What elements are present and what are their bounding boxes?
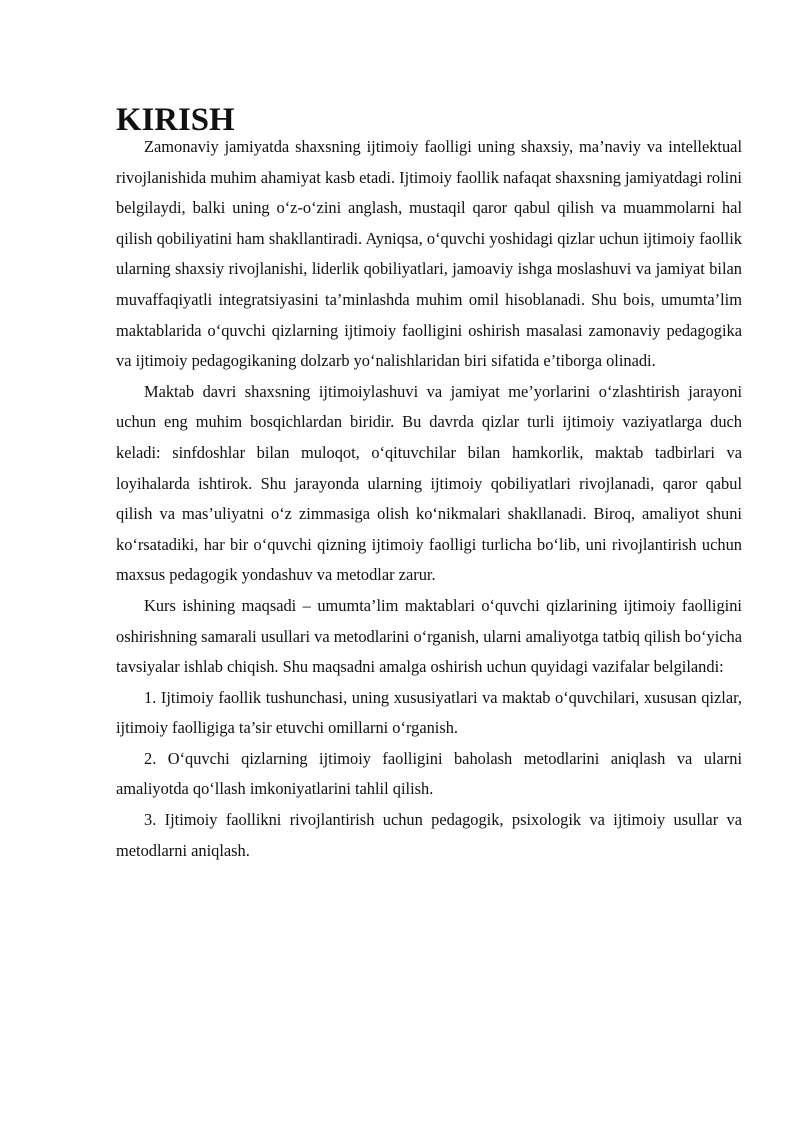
task-item-1: 1. Ijtimoiy faollik tushunchasi, uning xususiyatlari va maktab o‘quvchilari, xususan qizlar, ijtimoiy faolligiga ta’sir etuvchi omillarni o‘rganish. bbox=[116, 687, 742, 738]
task-item-3: 3. Ijtimoiy faollikni rivojlantirish uchun pedagogik, psixologik va ijtimoiy usullar va metodlarni aniqlash. bbox=[116, 810, 742, 860]
purpose-paragraph: Kurs ishining maqsadi – umumta’lim maktablari o‘quvchi qizlarining ijtimoiy faolligini oshirishning samarali usullari va metodlarini o‘rganish, ularni amaliyotga tatbiq qilish bo‘yicha tavsiyalar ishlab chiqish. Shu maqsadni amalga oshirish uchun quyidagi vazifalar belgilandi: bbox=[116, 595, 742, 677]
task-item-2: 2. O‘quvchi qizlarning ijtimoiy faolligini baholash metodlarini aniqlash va ularni amaliyotda qo‘llash imkoniyatlarini tahlil qilish. bbox=[116, 748, 742, 799]
intro-paragraph-2: Maktab davri shaxsning ijtimoiylashuvi va jamiyat me’yorlarini o‘zlashtirish jarayoni uchun eng muhim bosqichlardan biridir. Bu davrda qizlar turli ijtimoiy vaziyatlarga duch keladi: sinfdoshlar bilan muloqot, o‘qituvchilar bilan hamkorlik, maktab tadbirlari va loyihalarda ishtirok. Shu jarayonda ularning ijtimoiy qobiliyatlari rivojlanadi, qaror qabul qilish va mas’uliyatni o‘z zimmasiga olish ko‘nikmalari shakllanadi. Biroq, amaliyot shuni ko‘rsatadiki, har bir o‘quvchi qizning ijtimoiy faolligi turlicha bo‘lib, uni rivojlantirish uchun maxsus pedagogik yondashuv va metodlar zarur. bbox=[116, 381, 742, 585]
section-heading: KIRISH bbox=[116, 102, 235, 138]
intro-paragraph-1: Zamonaviy jamiyatda shaxsning ijtimoiy faolligi uning shaxsiy, ma’naviy va intellektual rivojlanishida muhim ahamiyat kasb etadi. Ijtimoiy faollik nafaqat shaxsning jamiyatdagi rolini belgilaydi, balki uning o‘z-o‘zini anglash, mustaqil qaror qabul qilish va muammolarni hal qilish qobiliyatini ham shakllantiradi. Ayniqsa, o‘quvchi yoshidagi qizlar uchun ijtimoiy faollik ularning shaxsiy rivojlanishi, liderlik qobiliyatlari, jamoaviy ishga moslashuvi va jamiyat bilan muvaffaqiyatli integratsiyasini ta’minlashda muhim omil hisoblanadi. Shu bois, umumta’lim maktablarida o‘quvchi qizlarning ijtimoiy faolligini oshirish masalasi zamonaviy pedagogika va ijtimoiy pedagogikaning dolzarb yo‘nalishlaridan biri sifatida e’tiborga olinadi. bbox=[116, 137, 742, 371]
document-page bbox=[116, 102, 742, 866]
